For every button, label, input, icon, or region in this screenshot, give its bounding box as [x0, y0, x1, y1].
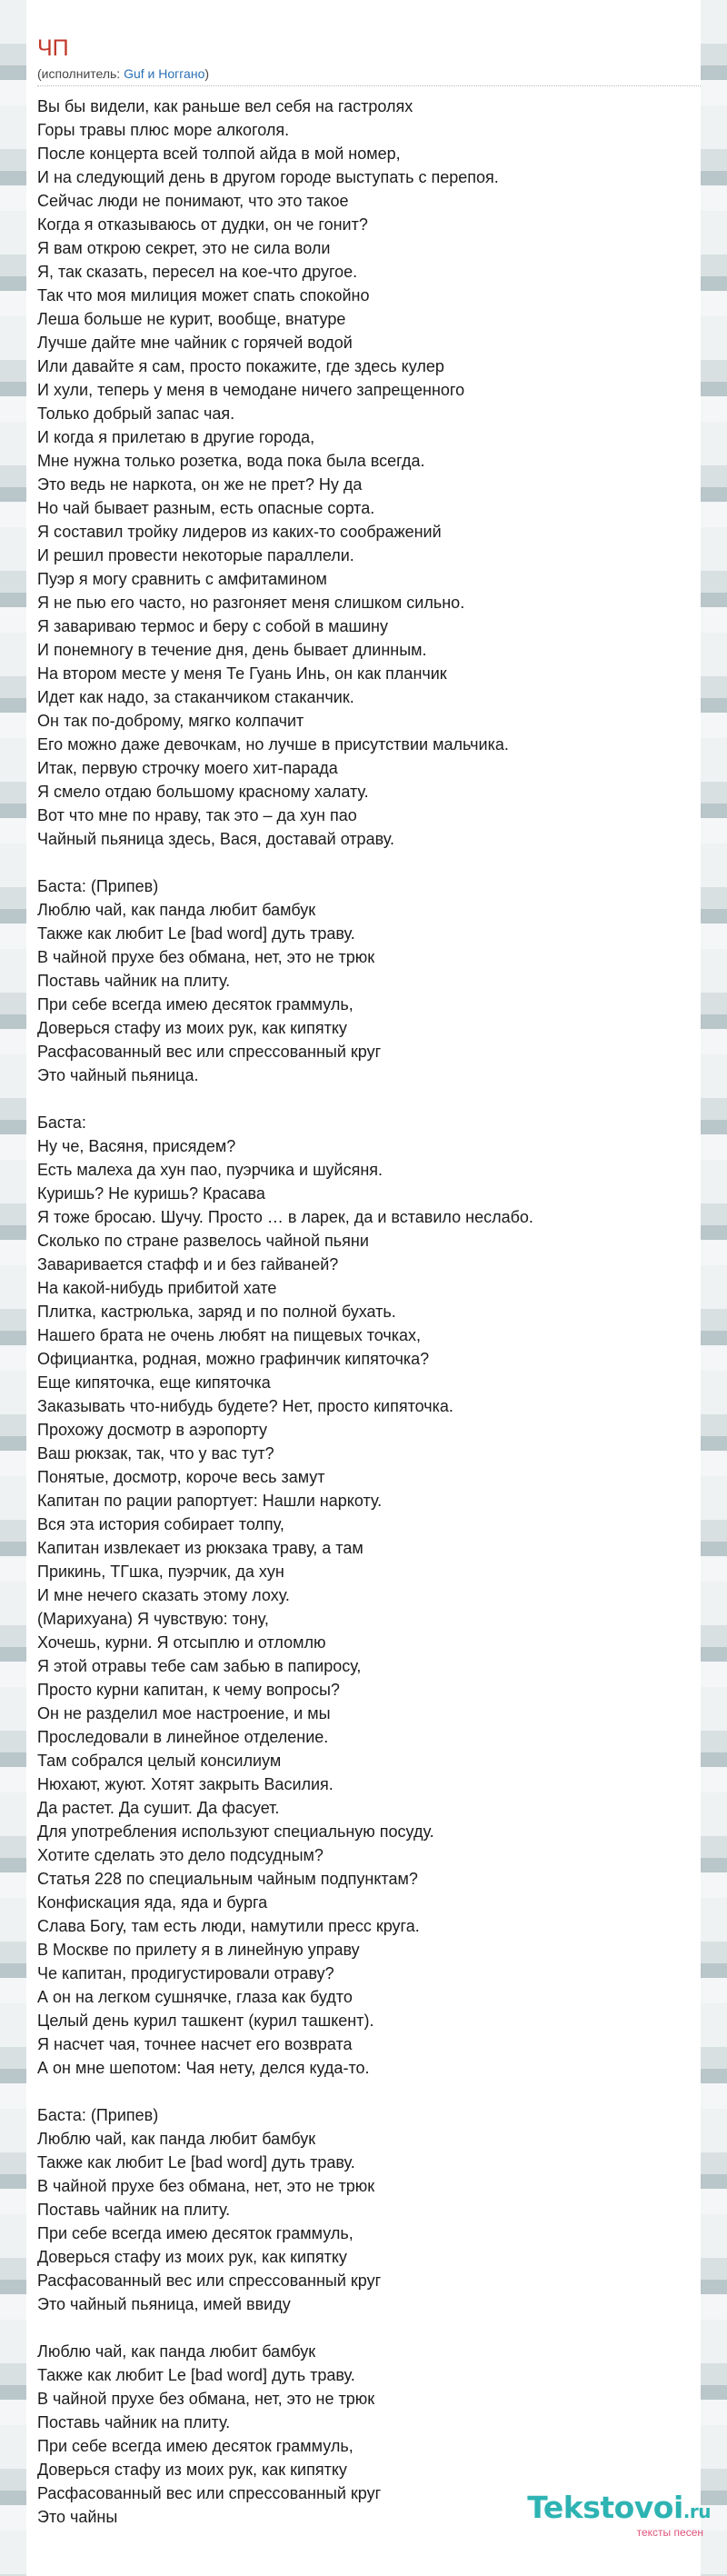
lyric-line: Целый день курил ташкент (курил ташкент). [37, 2012, 374, 2030]
artist-link[interactable]: Guf и Ноггано [124, 66, 205, 81]
lyric-line: Проследовали в линейное отделение. [37, 1728, 329, 1746]
lyric-line: В чайной прухе без обмана, нет, это не трюк [37, 948, 375, 966]
lyric-line: Нюхают, жуют. Хотят закрыть Василия. [37, 1775, 334, 1793]
lyric-line: Так что моя милиция может спать спокойно [37, 286, 370, 305]
lyric-line: Идет как надо, за стаканчиком стаканчик. [37, 688, 354, 706]
lyric-line: Официантка, родная, можно графинчик кипяточка? [37, 1350, 430, 1368]
lyric-line: Чайный пьяница здесь, Вася, доставай отраву. [37, 830, 394, 848]
lyric-line: Баста: (Припев) [37, 2106, 159, 2124]
lyric-line: А он мне шепотом: Чая нету, делся куда-то. [37, 2059, 370, 2077]
lyric-line: Лучше дайте мне чайник с горячей водой [37, 334, 353, 352]
stanza-gap [37, 2316, 692, 2340]
lyric-line: Он так по-доброму, мягко колпачит [37, 712, 304, 730]
logo-wordmark [527, 2492, 711, 2527]
lyric-line: Статья 228 по специальным чайным подпунктам? [37, 1870, 418, 1888]
lyric-line: И на следующий день в другом городе выступать с перепоя. [37, 168, 499, 186]
lyric-line: Леша больше не курит, вообще, внатуре [37, 310, 346, 328]
lyric-line: Это чайный пьяница, имей ввиду [37, 2295, 291, 2313]
lyric-line: В Москве по прилету я в линейную управу [37, 1941, 360, 1959]
lyric-line: Ваш рюкзак, так, что у вас тут? [37, 1444, 274, 1463]
lyric-line: Поставь чайник на плиту. [37, 972, 231, 990]
lyric-line: Понятые, досмотр, короче весь замут [37, 1468, 325, 1486]
stanza-gap [37, 1087, 692, 1111]
lyric-line: Доверься стафу из моих рук, как кипятку [37, 1019, 347, 1037]
artist-suffix: ) [204, 66, 210, 81]
lyric-line: И мне нечего сказать этому лоху. [37, 1586, 290, 1604]
lyric-line: Хочешь, курни. Я отсыплю и отломлю [37, 1633, 326, 1652]
lyric-line: Он не разделил мое настроение, и мы [37, 1704, 331, 1722]
site-logo[interactable] [527, 2492, 711, 2538]
stanza-gap [37, 851, 692, 874]
lyric-line: Я, так сказать, пересел на кое-что другое. [37, 263, 358, 281]
lyric-line: (Марихуана) Я чувствую: тону, [37, 1610, 269, 1628]
stanza-gap [37, 2080, 692, 2103]
lyric-line: Расфасованный вес или спрессованный круг [37, 2271, 382, 2290]
lyric-line: Горы травы плюс море алкоголя. [37, 121, 290, 139]
lyric-line: Слава Богу, там есть люди, намутили пресс круга. [37, 1917, 420, 1935]
lyric-line: Просто курни капитан, к чему вопросы? [37, 1681, 340, 1699]
lyric-line: Куришь? Не куришь? Красава [37, 1184, 265, 1203]
logo-text: Tekstovoi [527, 2490, 683, 2525]
lyric-line: После концерта всей толпой айда в мой номер, [37, 145, 401, 163]
lyric-line: Я вам открою секрет, это не сила воли [37, 239, 331, 257]
lyric-line: В чайной прухе без обмана, нет, это не трюк [37, 2390, 375, 2408]
lyric-line: Пуэр я могу сравнить с амфитамином [37, 570, 327, 588]
lyric-line: Че капитан, продигустировали отраву? [37, 1964, 334, 1982]
lyric-line: Есть малеха да хун пао, пуэрчика и шуйсяня. [37, 1161, 383, 1179]
lyric-line: Расфасованный вес или спрессованный круг [37, 1043, 382, 1061]
lyrics-text [37, 95, 692, 2529]
lyric-line: Люблю чай, как панда любит бамбук [37, 2342, 316, 2361]
lyric-line: Я завариваю термос и беру с собой в машину [37, 617, 388, 635]
lyric-line: Еще кипяточка, еще кипяточка [37, 1373, 271, 1392]
lyric-line: На втором месте у меня Те Гуань Инь, он как планчик [37, 664, 447, 683]
lyric-line: Хотите сделать это дело подсудным? [37, 1846, 324, 1864]
lyric-line: При себе всегда имею десяток граммуль, [37, 2224, 354, 2242]
title-divider [37, 85, 701, 86]
lyric-line: Заказывать что-нибудь будете? Нет, просто кипяточка. [37, 1397, 453, 1415]
lyric-line: Доверься стафу из моих рук, как кипятку [37, 2461, 347, 2479]
lyric-line: Капитан извлекает из рюкзака траву, а там [37, 1539, 364, 1557]
lyric-line: Вот что мне по нраву, так это – да хун пао [37, 806, 357, 824]
lyric-line: Люблю чай, как панда любит бамбук [37, 2130, 316, 2148]
lyric-line: Нашего брата не очень любят на пищевых точках, [37, 1326, 422, 1344]
lyric-line: Или давайте я сам, просто покажите, где здесь кулер [37, 357, 444, 375]
lyric-line: Я не пью его часто, но разгоняет меня слишком сильно. [37, 594, 465, 612]
lyric-line: Заваривается стафф и и без гайваней? [37, 1255, 339, 1273]
lyric-line: Также как любит Le [bad word] дуть траву. [37, 2366, 355, 2384]
lyric-line: Расфасованный вес или спрессованный круг [37, 2484, 382, 2502]
lyric-line: Итак, первую строчку моего хит-парада [37, 759, 338, 777]
lyric-line: Только добрый запас чая. [37, 404, 235, 423]
lyric-line: Прохожу досмотр в аэропорту [37, 1421, 267, 1439]
artist-line [37, 65, 209, 82]
lyric-line: Прикинь, ТГшка, пуэрчик, да хун [37, 1563, 284, 1581]
lyrics-card [26, 0, 701, 2576]
lyric-line: Баста: (Припев) [37, 877, 159, 895]
lyric-line: Там собрался целый консилиум [37, 1752, 282, 1770]
lyric-line: Поставь чайник на плиту. [37, 2201, 231, 2219]
lyric-line: Конфискация яда, яда и бурга [37, 1893, 268, 1912]
lyric-line: А он на легком сушнячке, глаза как будто [37, 1988, 353, 2006]
lyric-line: Но чай бывает разным, есть опасные сорта. [37, 499, 375, 517]
lyric-line: Я этой отравы тебе сам забью в папиросу, [37, 1657, 362, 1675]
lyric-line: На какой-нибудь прибитой хате [37, 1279, 277, 1297]
lyric-line: Это чайный пьяница. [37, 1066, 199, 1084]
lyric-line: Сейчас люди не понимают, что это такое [37, 192, 349, 210]
lyric-line: Когда я отказываюсь от дудки, он че гонит? [37, 215, 368, 234]
lyric-line: Я насчет чая, точнее насчет его возврата [37, 2035, 353, 2053]
logo-suffix: .ru [682, 2501, 711, 2522]
lyric-line: Баста: [37, 1113, 86, 1132]
lyric-line: Его можно даже девочкам, но лучше в присутствии мальчика. [37, 735, 509, 754]
lyric-line: Это ведь не наркота, он же не прет? Ну да [37, 475, 363, 494]
lyric-line: И хули, теперь у меня в чемодане ничего запрещенного [37, 381, 465, 399]
lyric-line: Это чайны [37, 2508, 118, 2526]
artist-prefix: (исполнитель: [37, 66, 124, 81]
lyric-line: Вы бы видели, как раньше вел себя на гастролях [37, 97, 413, 115]
lyric-line: Сколько по стране развелось чайной пьяни [37, 1232, 369, 1250]
lyric-line: Я смело отдаю большому красному халату. [37, 783, 369, 801]
lyric-line: Я составил тройку лидеров из каких-то соображений [37, 523, 442, 541]
lyric-line: Люблю чай, как панда любит бамбук [37, 901, 316, 919]
right-decorative-stripe [701, 0, 727, 2576]
lyric-line: Также как любит Le [bad word] дуть траву. [37, 924, 355, 943]
lyric-line: И решил провести некоторые параллели. [37, 546, 354, 564]
lyric-line: При себе всегда имею десяток граммуль, [37, 995, 354, 1013]
left-decorative-stripe [0, 0, 26, 2576]
lyric-line: И когда я прилетаю в другие города, [37, 428, 315, 446]
lyric-line: И понемногу в течение дня, день бывает длинным. [37, 641, 427, 659]
lyric-line: Капитан по рации рапортует: Нашли наркоту. [37, 1492, 383, 1510]
lyric-line: При себе всегда имею десяток граммуль, [37, 2437, 354, 2455]
lyric-line: Я тоже бросаю. Шучу. Просто … в ларек, да и вставило неслабо. [37, 1208, 533, 1226]
logo-tagline: тексты песен [636, 2526, 703, 2539]
lyric-line: Для употребления используют специальную посуду. [37, 1822, 434, 1841]
lyric-line: Плитка, кастрюлька, заряд и по полной бухать. [37, 1303, 396, 1321]
lyric-line: В чайной прухе без обмана, нет, это не трюк [37, 2177, 375, 2195]
lyric-line: Поставь чайник на плиту. [37, 2413, 231, 2431]
song-title: ЧП [37, 35, 69, 61]
lyric-line: Мне нужна только розетка, вода пока была всегда. [37, 452, 425, 470]
lyric-line: Доверься стафу из моих рук, как кипятку [37, 2248, 347, 2266]
lyric-line: Ну че, Васяня, присядем? [37, 1137, 236, 1155]
lyric-line: Также как любит Le [bad word] дуть траву. [37, 2153, 355, 2172]
lyric-line: Вся эта история собирает толпу, [37, 1515, 284, 1533]
lyric-line: Да растет. Да сушит. Да фасует. [37, 1799, 280, 1817]
